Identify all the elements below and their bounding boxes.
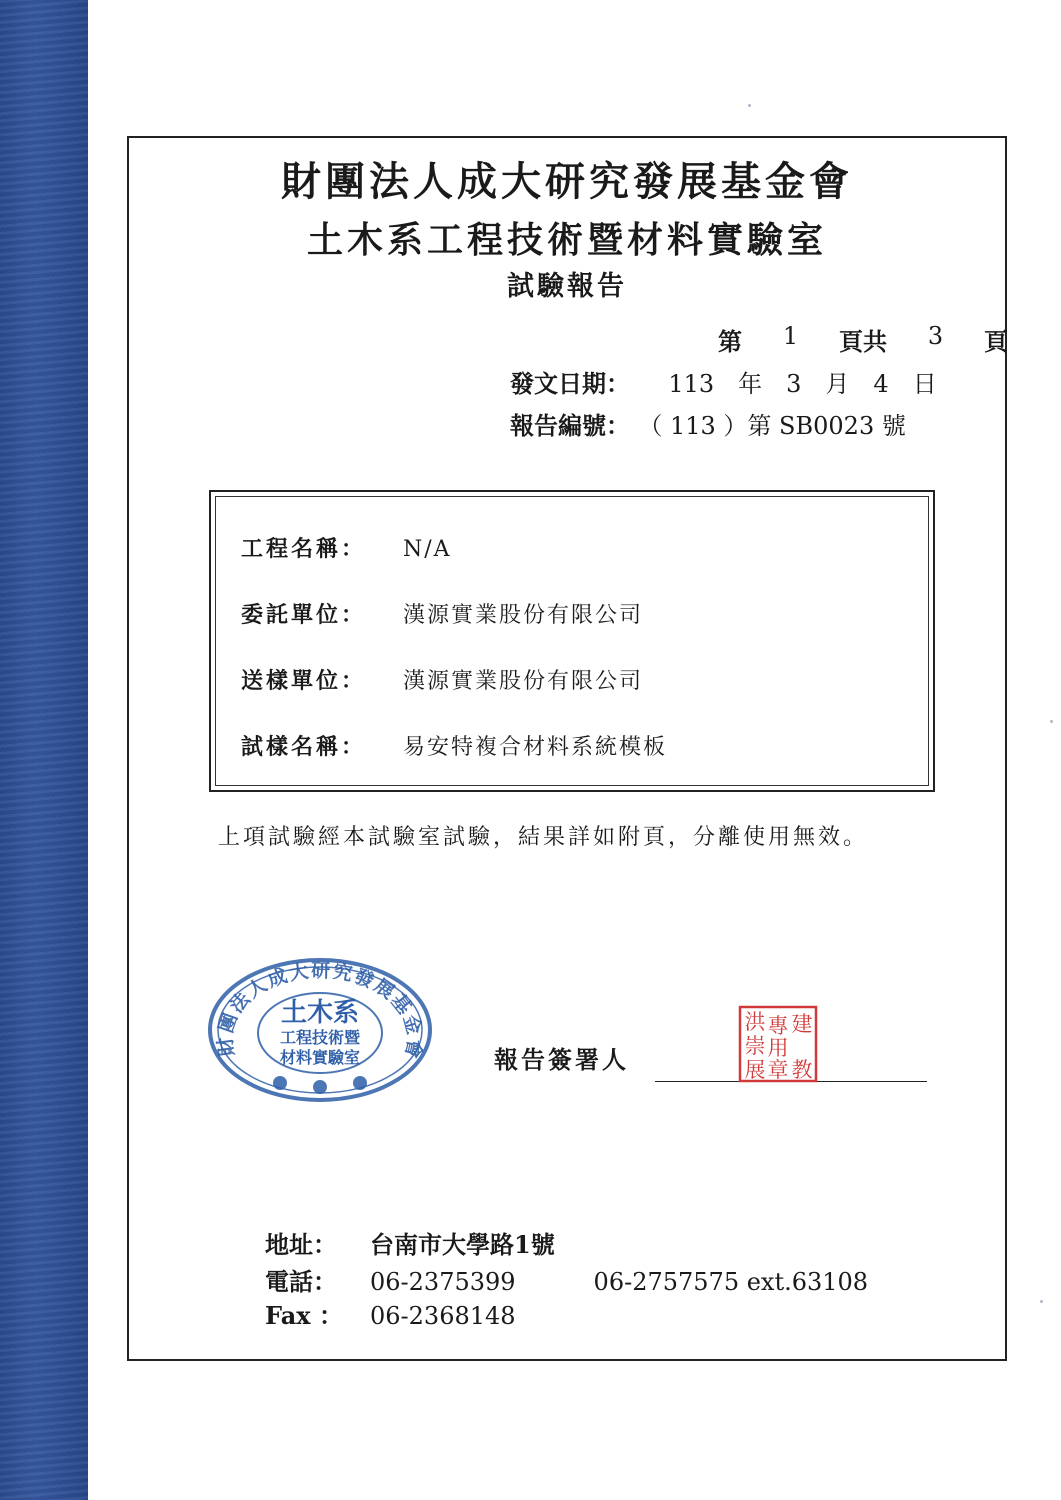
lab-seal-stamp: [205, 955, 435, 1105]
page-di: 第: [718, 327, 742, 356]
project-value: N/A: [403, 537, 452, 562]
phone-2: 06-2757575 ext.63108: [593, 1268, 869, 1296]
seal-center-line2: 工程技術暨: [279, 1028, 361, 1047]
page-ye-gong: 頁共: [839, 327, 887, 356]
fax-value: 06-2368148: [370, 1302, 516, 1330]
signer-seal-stamp: [738, 1005, 818, 1083]
lab-title: 土木系工程技術暨材料實驗室: [306, 219, 827, 261]
phone-row: [265, 1262, 868, 1297]
issue-date-value: 113 年 3 月 4 日: [668, 370, 937, 398]
org-title: 財團法人成大研究發展基金會: [281, 158, 853, 205]
seal-center-line3: 材料實驗室: [279, 1048, 361, 1067]
address-value: 台南市大學路1號: [370, 1230, 555, 1259]
doc-type-title: 試驗報告: [507, 271, 627, 302]
blue-binding-strip: [0, 0, 88, 1500]
red-seal-char-6: 章: [767, 1058, 789, 1082]
phone-1: 06-2375399: [370, 1268, 516, 1296]
statement-text: 上項試驗經本試驗室試驗，結果詳如附頁，分離使用無效。: [218, 825, 869, 850]
red-seal-char-3: 展: [744, 1058, 766, 1082]
project-label: 工程名稱：: [241, 536, 367, 562]
seal-ring-text-path: 財團法人成大研究發展基金會: [214, 959, 426, 1063]
sample-label: 試樣名稱：: [241, 734, 367, 760]
report-no-label: 報告編號：: [510, 411, 630, 440]
page-number: [718, 322, 1008, 357]
sender-row: [241, 664, 643, 695]
address-label: 地址：: [265, 1230, 337, 1259]
red-seal-char-4: 專: [767, 1014, 789, 1038]
page-current: 1: [782, 322, 799, 350]
fax-row: [265, 1296, 516, 1331]
client-row: [241, 598, 643, 629]
signer-label: 報告簽署人: [494, 1045, 629, 1074]
sample-value: 易安特複合材料系統模板: [403, 735, 668, 760]
fax-label: Fax ：: [265, 1301, 343, 1330]
page-total: 3: [927, 322, 944, 350]
client-value: 漢源實業股份有限公司: [403, 603, 644, 628]
sender-label: 送樣單位：: [241, 668, 367, 694]
info-box: [209, 490, 935, 792]
report-no-row: [510, 406, 906, 441]
seal-flower-icons: [273, 1076, 367, 1094]
client-label: 委託單位：: [241, 602, 367, 628]
page-ye: 頁: [984, 327, 1008, 356]
red-seal-char-1: 洪: [744, 1010, 766, 1034]
red-seal-char-2: 崇: [744, 1034, 766, 1058]
red-seal-char-8: 教: [791, 1058, 813, 1082]
report-no-value: （ 113 ）第 SB0023 號: [638, 412, 906, 440]
project-row: [241, 532, 452, 563]
red-seal-char-7: 建: [791, 1012, 813, 1036]
sample-row: [241, 730, 667, 761]
red-seal-char-5: 用: [767, 1036, 789, 1060]
issue-date-row: [510, 364, 937, 399]
address-row: [265, 1225, 555, 1260]
issue-date-label: 發文日期：: [510, 369, 630, 398]
phone-label: 電話：: [265, 1267, 337, 1296]
seal-center-line1: 土木系: [280, 998, 360, 1028]
sender-value: 漢源實業股份有限公司: [403, 669, 644, 694]
